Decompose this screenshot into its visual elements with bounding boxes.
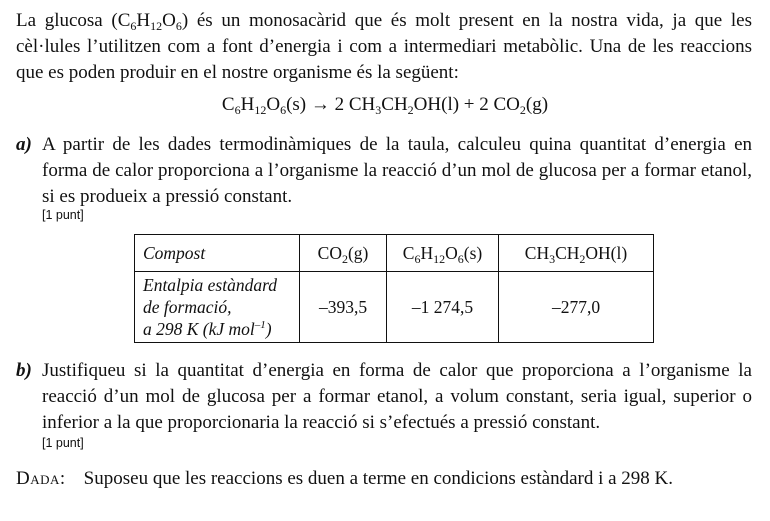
intro-text-4: ) és un monosacàrid que és molt present en la nostra vida, ja que les cèl·lules l’utilitzen com a font d’energia i com a intermediari metabòlic. Una de les reaccions que es poden produir en el nostre organisme és la següent: (16, 10, 752, 83)
row-label-line: Entalpia estàndard (143, 275, 278, 295)
header-glucose (387, 235, 499, 272)
formula-part: H (420, 242, 434, 263)
header-co2 (300, 235, 387, 272)
eq-part: O (266, 94, 281, 115)
formula-part: CO (317, 242, 342, 263)
eq-sub: 6 (234, 103, 241, 117)
eq-sub: 2 (407, 103, 414, 117)
row-label-close: ) (265, 319, 272, 339)
data-note (16, 466, 673, 492)
intro-text-3: O (162, 10, 176, 31)
intro-sub-2: 12 (150, 19, 163, 33)
formula-sub: 6 (414, 251, 421, 266)
row-label-sup: –1 (254, 319, 266, 331)
table-header-row (135, 235, 654, 272)
eq-part: OH(l) + 2 CO (413, 94, 520, 115)
item-a-letter: a) (16, 134, 32, 155)
value-ethanol: –277,0 (499, 272, 654, 343)
formula-part: CH (555, 242, 580, 263)
item-b-letter: b) (16, 360, 32, 381)
eq-part: CH (381, 94, 408, 115)
eq-part: C (221, 94, 235, 115)
row-label-line: a 298 K (kJ mol (143, 319, 255, 339)
formula-part: C (402, 242, 415, 263)
value-glucose: –1 274,5 (387, 272, 499, 343)
formula-sub: 2 (579, 251, 586, 266)
formula-sub: 12 (433, 251, 446, 266)
item-a-text: A partir de les dades termodinàmiques de la taula, calculeu quina quantitat d’energia en forma de calor proporciona a l’organisme la reacció d’un mol de glucosa per a formar etanol, si es produeix a pressió constant. (42, 134, 752, 207)
formula-sub: 3 (549, 251, 556, 266)
eq-sub: 6 (280, 103, 287, 117)
intro-paragraph (16, 8, 752, 86)
eq-sub: 3 (375, 103, 382, 117)
eq-sub: 2 (519, 103, 526, 117)
eq-part: (g) (525, 94, 549, 115)
intro-sub-1: 6 (130, 19, 137, 33)
item-a-points: [1 punt] (42, 208, 84, 222)
intro-text-2: H (136, 10, 151, 31)
header-ethanol (499, 235, 654, 272)
intro-sub-3: 6 (175, 19, 182, 33)
formula-part: (s) (463, 242, 483, 263)
data-note-text: Suposeu que les reaccions es duen a terme en condicions estàndard i a 298 K. (83, 468, 674, 489)
item-b-points: [1 punt] (42, 436, 84, 450)
formula-part: CH (524, 242, 550, 263)
formula-part: O (445, 242, 458, 263)
row-label (135, 272, 300, 343)
formula-part: (g) (347, 242, 369, 263)
eq-part: (s) → 2 CH (286, 94, 376, 115)
formula-sub: 2 (341, 251, 348, 266)
formula-part: OH(l) (585, 242, 628, 263)
data-note-label: Dada: (16, 468, 66, 489)
value-co2: –393,5 (300, 272, 387, 343)
eq-sub: 12 (254, 103, 267, 117)
reaction-equation (0, 92, 770, 118)
table-row (135, 272, 654, 343)
formula-sub: 6 (457, 251, 464, 266)
enthalpy-table (134, 234, 654, 343)
header-compost: Compost (135, 235, 300, 272)
item-b-text: Justifiqueu si la quantitat d’energia en forma de calor que proporciona a l’organisme la reacció d’un mol de glucosa per a formar etanol, a volum constant, seria igual, superior o inferior a la que proporcionaria la reacció si s’efectués a pressió constant. (42, 360, 752, 433)
row-label-line: de formació, (143, 297, 232, 317)
intro-text-1: La glucosa (C (16, 10, 131, 31)
eq-part: H (240, 94, 255, 115)
